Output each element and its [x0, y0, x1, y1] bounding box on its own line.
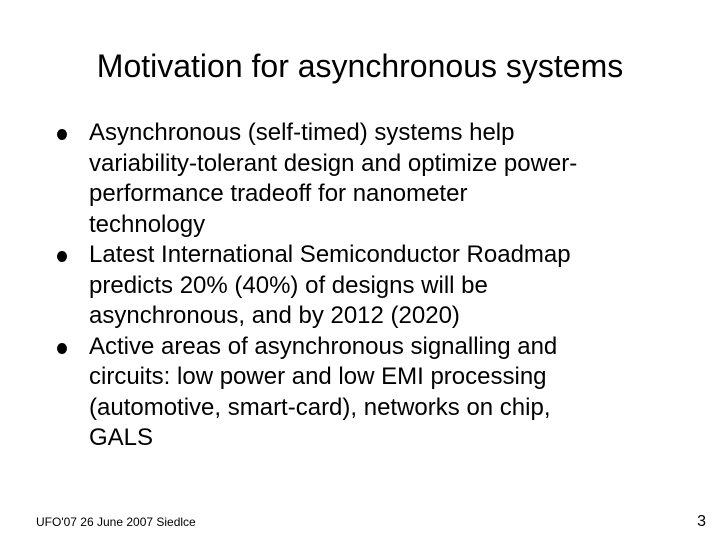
bullet-line: technology — [89, 210, 206, 238]
bullet-line: Asynchronous (self-timed) systems help — [89, 119, 515, 146]
bullet-line: predicts 20% (40%) of designs will be — [89, 271, 488, 299]
bullet-item — [56, 118, 676, 240]
bullet-line: performance tradeoff for nanometer — [89, 180, 468, 207]
bullet-dot-icon — [57, 343, 67, 354]
bullet-line: Active areas of asynchronous signalling and — [89, 332, 558, 360]
bullet-line: GALS — [89, 424, 154, 451]
bullet-item — [56, 332, 676, 454]
page-number: 3 — [697, 513, 706, 530]
bullet-line: variability-tolerant design and optimize power- — [89, 149, 578, 177]
bullet-dot-icon — [57, 251, 67, 262]
bullet-list — [56, 118, 676, 454]
bullet-item — [56, 240, 676, 332]
bullet-line: circuits: low power and low EMI processing — [89, 363, 547, 390]
bullet-dot-icon — [57, 129, 67, 140]
slide-title: Motivation for asynchronous systems — [96, 48, 624, 84]
bullet-line: asynchronous, and by 2012 (2020) — [89, 302, 460, 329]
bullet-line: Latest International Semiconductor Roadmap — [89, 241, 571, 268]
bullet-line: (automotive, smart-card), networks on chip, — [89, 393, 551, 421]
footer-text: UFO'07 26 June 2007 Siedlce — [36, 515, 196, 529]
